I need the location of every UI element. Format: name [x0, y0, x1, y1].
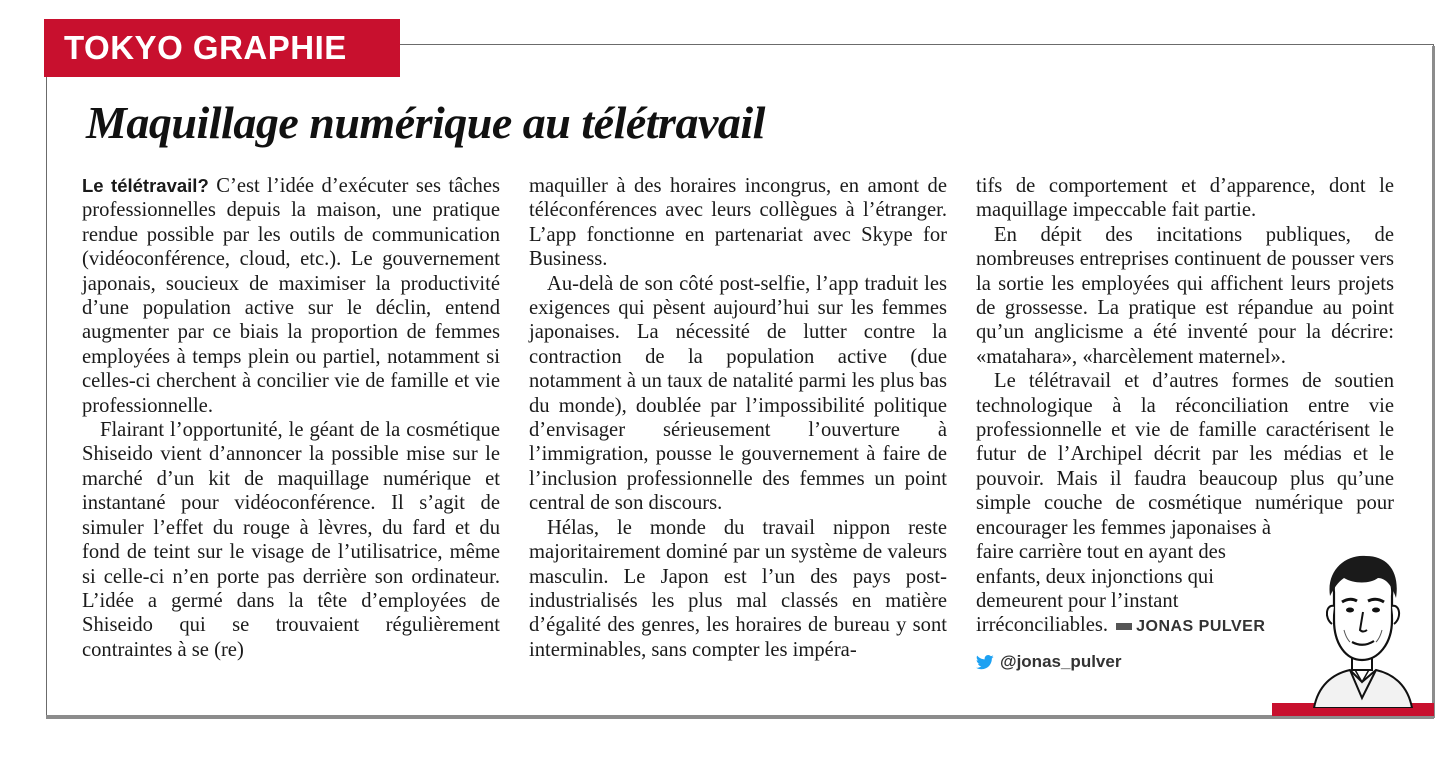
frame-shadow-bottom	[46, 715, 1434, 719]
column-2-paragraph-2: Au-delà de son côté post-selfie, l’app traduit les exigences qui pèsent aujourd’hui sur les femmes japonaises. La nécessité de lutter contre la contraction de la population active (due notamment à un taux de natalité parmi les plus bas du monde), doublée par l’impossibilité politique d’envisager sérieusement l’ouverture à l’immigration, pousse le gouvernement à faire de l’inclusion professionnelle des femmes un point central de son discours.	[529, 272, 947, 515]
article-headline: Maquillage numérique au télétravail	[86, 97, 765, 148]
column-1-paragraph-1	[82, 174, 500, 418]
column-1-paragraph-1-text: C’est l’idée d’exécuter ses tâches professionnelles depuis la maison, une pratique rendue possible par les outils de communication (vidéoconférence, cloud, etc.). Le gouvernement japonais, soucieux de maximiser la productivité d’une population active sur le déclin, entend augmenter par ce biais la proportion de femmes employées à temps plein ou partiel, notamment si celles-ci cherchent à concilier vie de famille et vie professionnelle.	[82, 175, 500, 417]
twitter-handle[interactable]	[976, 652, 1121, 672]
twitter-handle-text: @jonas_pulver	[1000, 652, 1122, 671]
column-2	[529, 174, 947, 662]
column-3-paragraph-2: En dépit des incitations publiques, de nombreuses entreprises continuent de pousser vers la sortie les employées qui affichent leurs projets de grossesse. La pratique est répandue au point qu’un anglicisme a été inventé pour la décrire: «matahara», «harcèlement maternel».	[976, 223, 1394, 368]
lead-in: Le télétravail?	[82, 175, 209, 196]
author-name: JONAS PULVER	[1136, 618, 1266, 636]
column-3-paragraph-3: Le télétravail et d’autres formes de soutien technologique à la réconciliation entre vie professionnelle et vie de famille caractérisent le futur de l’Archipel décrit par les médias et le pouvoir. Mais il faudra beaucoup plus qu’une simple couche de cosmétique numérique pour encourager les femmes japonaises à	[976, 370, 1394, 539]
column-3-paragraph-3-end	[976, 540, 1286, 640]
column-3-paragraph-1: tifs de comportement et d’apparence, dont le maquillage impeccable fait partie.	[976, 175, 1394, 222]
section-rubric: TOKYO GRAPHIE	[44, 19, 400, 77]
author-portrait	[1300, 548, 1424, 708]
column-2-paragraph-1: maquiller à des horaires incongrus, en amont de téléconférences avec leurs collègues à l’étranger. L’app fonctionne en partenariat avec Skype for Business.	[529, 175, 947, 271]
column-3-paragraph-3-end-text: faire carrière tout en ayant des enfants, deux injonctions qui demeurent pour l’instant irréconciliables.	[976, 541, 1226, 637]
column-1	[82, 174, 500, 662]
column-1-paragraph-2: Flairant l’opportunité, le géant de la cosmétique Shiseido vient d’annoncer la possible mise sur le marché d’un kit de maquillage numérique et instantané pour vidéoconférence. Il s’agit de simuler l’effet du rouge à lèvres, du fard et du fond de teint sur le visage de l’utilisatrice, même si celle-ci n’en porte pas derrière son ordinateur. L’idée a germé dans la tête d’employées de Shiseido qui se trouvaient régulièrement contraintes à se (re)	[82, 419, 500, 661]
column-2-paragraph-3: Hélas, le monde du travail nippon reste majoritairement dominé par un système de valeurs masculin. Le Japon est l’un des pays post-industrialisés les plus mal classés en matière d’égalité des genres, les horaires de bureau y sont interminables, sans compter les impéra-	[529, 516, 947, 661]
signature-dash	[1116, 623, 1132, 630]
twitter-bird-icon	[976, 655, 994, 670]
frame-shadow-right	[1432, 46, 1435, 718]
